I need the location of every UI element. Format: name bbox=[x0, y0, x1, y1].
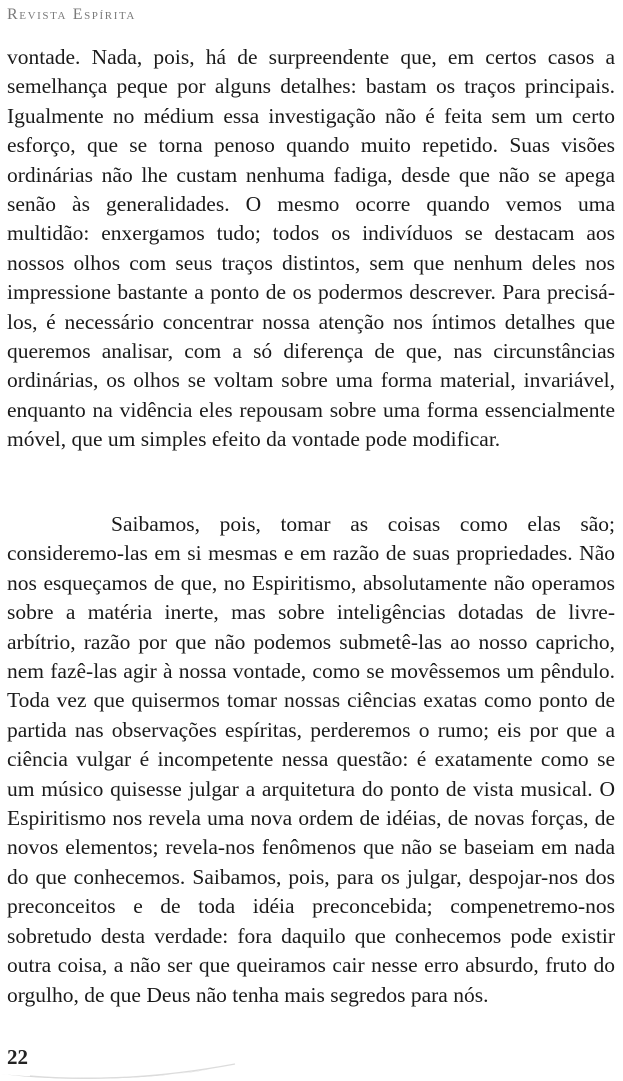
body-paragraph-2: Saibamos, pois, tomar as coisas como elas são; consideremo-las em si mesmas e em razão de suas propriedades. Não nos esqueçamos de que, no Espiritismo, absolutamente não operamos sobre a matéria inerte, mas sobre inteligências dotadas de livre-arbítrio, razão por que não podemos submetê-las ao nosso capricho, nem fazê-las agir à nossa vontade, como se movêssemos um pêndulo. Toda vez que quisermos tomar nossas ciências exatas como ponto de partida nas observações espíritas, perderemos o rumo; eis por que a ciência vulgar é incompetente nessa questão: é exatamente como se um músico quisesse julgar a arquitetura do ponto de vista musical. O Espiritismo nos revela uma nova ordem de idéias, de novas forças, de novos elementos; revela-nos fenômenos que não se baseiam em nada do que conhecemos. Saibamos, pois, para os julgar, despojar-nos dos preconceitos e de toda idéia preconcebida; compenetremo-nos sobretudo desta verdade: fora daquilo que conhecemos pode existir outra coisa, a não ser que queiramos cair nesse erro absurdo, fruto do orgulho, de que Deus não tenha mais segredos para nós. bbox=[7, 512, 615, 1007]
page-number: 22 bbox=[7, 1045, 28, 1069]
body-paragraph-1: vontade. Nada, pois, há de surpreendente que, em certos casos a semelhança peque por alguns detalhes: bastam os traços principais. Igualmente no médium essa investigação não é feita sem um certo esforço, que se torna penoso quando muito repetido. Suas visões ordinárias não lhe custam nenhuma fadiga, desde que não se apega senão às generalidades. O mesmo ocorre quando vemos uma multidão: enxergamos tudo; todos os indivíduos se destacam aos nossos olhos com seus traços distintos, sem que nenhum deles nos impressione bastante a ponto de os podermos descrever. Para precisá-los, é necessário concentrar nossa atenção nos íntimos detalhes que queremos analisar, com a só diferença de que, nas circunstâncias ordinárias, os olhos se voltam sobre uma forma material, invariável, enquanto na vidência eles repousam sobre uma forma essencialmente móvel, que um simples efeito da vontade pode modificar. bbox=[7, 45, 615, 452]
decorative-swoosh-icon bbox=[0, 1052, 240, 1081]
running-header: Revista Espírita bbox=[7, 6, 136, 23]
